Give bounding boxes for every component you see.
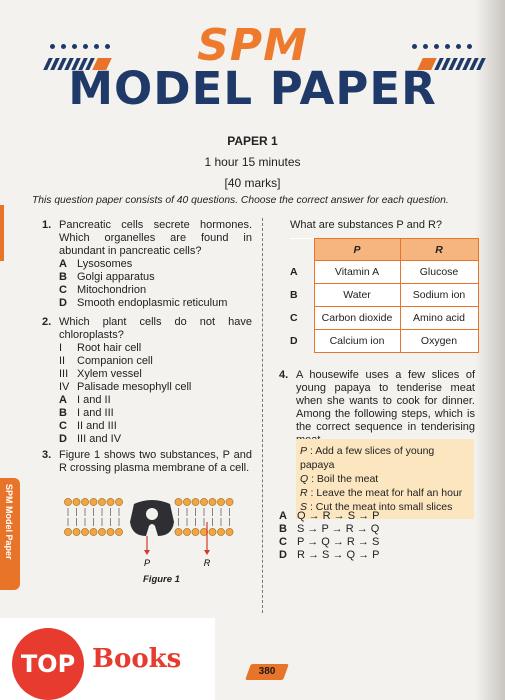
phospholipid-head: [183, 528, 190, 535]
phospholipid-head: [226, 528, 233, 535]
header-p: P: [314, 239, 400, 261]
step-r: R : Leave the meat for half an hour: [300, 487, 463, 499]
table-corner: [290, 239, 314, 261]
step-q: Q : Boil the meat: [300, 473, 379, 485]
statement-iii: III Xylem vessel: [59, 368, 142, 380]
topbooks-logo: [0, 618, 215, 700]
option-b[interactable]: B I and III: [59, 407, 114, 419]
question-3-prompt: [290, 219, 480, 232]
question-4: [279, 369, 475, 447]
instruction-text: This question paper consists of 40 questions. Choose the correct answer for each question.: [32, 195, 449, 206]
label-r: R: [203, 558, 211, 568]
phospholipid-head: [192, 528, 199, 535]
phospholipid-head: [98, 498, 105, 505]
header-r: R: [400, 239, 478, 261]
question-number: 3.: [42, 449, 52, 461]
phospholipid-head: [175, 528, 182, 535]
binding-site: [146, 508, 158, 520]
title-model-paper: MODEL PAPER: [68, 62, 437, 115]
step-p: P : Add a few slices of young papaya: [300, 445, 435, 471]
option-a[interactable]: A Q → R → S → P: [279, 510, 380, 522]
question-2: [42, 316, 252, 446]
phospholipid-head: [115, 528, 122, 535]
option-b[interactable]: B Golgi apparatus: [59, 271, 155, 283]
figure-caption: Figure 1: [143, 574, 180, 585]
side-tab: SPM Model Paper: [0, 478, 20, 590]
page-number: 380: [245, 664, 289, 680]
phospholipid-head: [209, 528, 216, 535]
phospholipid-head: [200, 498, 207, 505]
phospholipid-head: [209, 498, 216, 505]
phospholipid-head: [107, 528, 114, 535]
question-stem: Figure 1 shows two substances, P and R crossing plasma membrane of a cell.: [59, 449, 252, 474]
logo-circle: TOP: [12, 628, 84, 700]
phospholipid-head: [175, 498, 182, 505]
question-number: 4.: [279, 369, 289, 381]
title-spm: SPM: [197, 20, 308, 71]
option-a[interactable]: A I and II: [59, 394, 111, 406]
question-stem: A housewife uses a few slices of young papaya to tenderise meat when she wants to cook for dinner. Among the following steps, which is the correct sequence in tenderising: [296, 369, 475, 433]
table-row-a[interactable]: A Vitamin A Glucose: [290, 261, 478, 284]
option-d[interactable]: D III and IV: [59, 433, 122, 445]
option-c[interactable]: C II and III: [59, 420, 117, 432]
question-1: [42, 219, 252, 310]
phospholipid-head: [107, 498, 114, 505]
paper-heading: [0, 134, 505, 197]
question-prompt: What are substances P and R?: [290, 219, 443, 231]
step-s: S : Cut the meat into small slices: [300, 501, 453, 513]
question-stem: Pancreatic cells secrete hormones. Which organelles are found in abundant in pancreatic cells?: [59, 219, 252, 257]
statement-i: I Root hair cell: [59, 342, 142, 354]
table-row-c[interactable]: C Carbon dioxide Amino acid: [290, 307, 478, 330]
question-number: 1.: [42, 219, 52, 231]
paper-marks: [40 marks]: [224, 176, 281, 190]
steps-box: [296, 439, 474, 519]
label-p: P: [143, 558, 151, 568]
option-d[interactable]: D R → S → Q → P: [279, 549, 380, 561]
phospholipid-head: [183, 498, 190, 505]
column-divider: [262, 218, 263, 613]
phospholipid-head: [90, 528, 97, 535]
option-a[interactable]: A Lysosomes: [59, 258, 133, 270]
phospholipid-head: [98, 528, 105, 535]
phospholipid-head: [217, 528, 224, 535]
phospholipid-head: [64, 528, 71, 535]
phospholipid-head: [73, 498, 80, 505]
option-d[interactable]: D Smooth endoplasmic reticulum: [59, 297, 228, 309]
option-b[interactable]: B S → P → R → Q: [279, 523, 380, 535]
phospholipid-head: [192, 498, 199, 505]
question-4-options: [279, 510, 475, 562]
table-row-b[interactable]: B Water Sodium ion: [290, 284, 478, 307]
paper-duration: 1 hour 15 minutes: [204, 155, 301, 169]
answer-table: [290, 238, 479, 353]
phospholipid-head: [217, 498, 224, 505]
option-c[interactable]: C P → Q → R → S: [279, 536, 380, 548]
statement-iv: IV Palisade mesophyll cell: [59, 381, 192, 393]
phospholipid-head: [226, 498, 233, 505]
question-3: [42, 449, 252, 475]
phospholipid-head: [73, 528, 80, 535]
logo-word: Books: [92, 644, 182, 674]
question-number: 2.: [42, 316, 52, 328]
phospholipid-head: [64, 498, 71, 505]
option-c[interactable]: C Mitochondrion: [59, 284, 147, 296]
membrane-figure: [62, 492, 242, 574]
question-stem: Which plant cells do not have chloroplasts?: [59, 316, 252, 341]
arrow-r-head: [204, 550, 210, 555]
paper-name: PAPER 1: [227, 134, 278, 148]
phospholipid-head: [90, 498, 97, 505]
arrow-p-head: [144, 550, 150, 555]
phospholipid-head: [81, 528, 88, 535]
statement-ii: II Companion cell: [59, 355, 153, 367]
phospholipid-head: [115, 498, 122, 505]
table-row-d[interactable]: D Calcium ion Oxygen: [290, 330, 478, 353]
left-margin-bar: [0, 205, 4, 261]
phospholipid-head: [81, 498, 88, 505]
